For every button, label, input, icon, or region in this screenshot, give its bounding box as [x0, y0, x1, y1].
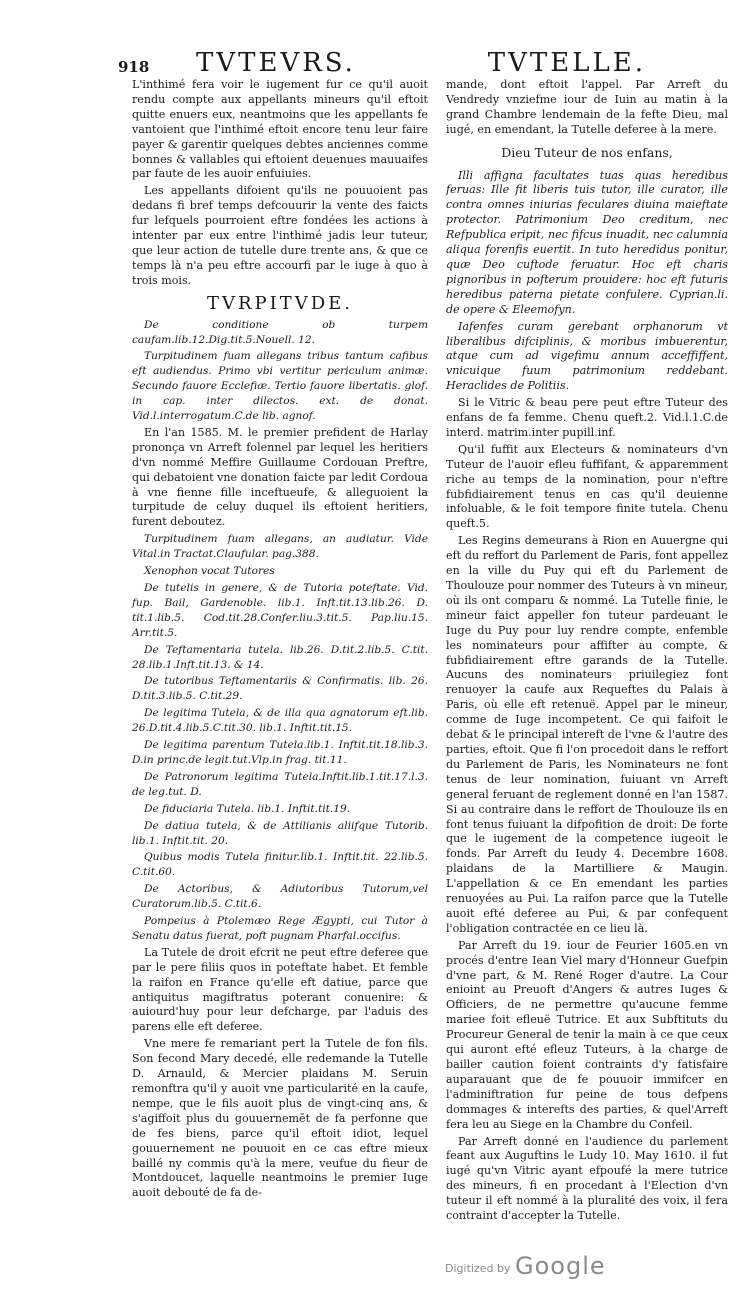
paragraph: Pompeius à Ptolemæo Rege Ægypti, cui Tutor à Senatu datus fuerat, poft pugnam Pharfal.occifus.: [132, 915, 428, 942]
paragraph: Qu'il fuffit aux Electeurs & nominateurs d'vn Tuteur de l'auoir efleu fuffifant, & apparemment riche au temps de la nomination, pour n'eftre fubfidiairement tenus en cas qu'il deuienne infoluable, & le foit tempore finite tutela. Chenu queft.5.: [446, 442, 728, 531]
google-logo: Google: [515, 1252, 606, 1280]
paragraph: De Patronorum legitima Tutela.Inftit.lib.1.tit.17.l.3. de leg.tut. D.: [132, 770, 428, 798]
paragraph: Vne mere fe remariant pert la Tutele de fon fils. Son fecond Mary decedé, elle redemande la Tutelle D. Arnauld, & Mercier plaidans M. Seruin remonftra qu'il y auoit vne particularité en la caufe, nempe, que le fils auoit plus de vingt-cinq ans, & s'agiffoit plus du gouuernemēt de fa perfonne que de fes biens, parce qu'il eftoit idiot, lequel gouuernement ne pouuoit en ce cas eftre mieux baillé ny commis qu'à la mere, veufue du fieur de Montdoucet, laquelle neantmoins le premier Iuge auoit debouté de fa de-: [132, 1037, 428, 1200]
paragraph: Quibus modis Tutela finitur.lib.1. Inftit.tit. 22.lib.5. C.tit.60.: [132, 851, 428, 879]
paragraph: De Actoribus, & Adiutoribus Tutorum,vel Curatorum.lib.5. C.tit.6.: [132, 883, 428, 911]
paragraph: De Teftamentaria tutela. lib.26. D.tit.2.lib.5. C.tit. 28.lib.1.Inft.tit.13. & 14.: [132, 643, 428, 671]
paragraph: De legitima Tutela, & de illa qua agnatorum eft.lib. 26.D.tit.4.lib.5.C.tit.30. lib.1. Inftit.tit.15.: [132, 707, 428, 735]
paragraph: De legitima parentum Tutela.lib.1. Inftit.tit.18.lib.3. D.in princ.de legit.tut.Vlp.in frag. tit.11.: [132, 739, 428, 766]
paragraph: Iafenfes curam gerebant orphanorum vt liberalibus difciplinis, & moribus imbuerentur, atque cum ad vigefimu annum acceffiffent, vnicuique fuum patrimonium reddebant. Heraclides de Politiis.: [446, 319, 728, 393]
paragraph: L'inthimé fera voir le iugement fur ce qu'il auoit rendu compte aux appellants mineurs qu'il eftoit quitte enuers eux, neantmoins que les appellants fe vantoient que l'inthimé eftoit encore tenu leur faire payer & garentir quelques debtes anciennes comme bonnes & vallables qui eftoient deuenues mauuaifes par faute de les auoir enfuiuies.: [132, 78, 428, 181]
paragraph: De tutoribus Teftamentariis & Confirmatis. lib. 26. D.tit.3.lib.5. C.tit.29.: [132, 675, 428, 703]
paragraph: De conditione ob turpem caufam.lib.12.Dig.tit.5.Nouell. 12.: [132, 318, 428, 346]
paragraph: Turpitudinem fuam allegans tribus tantum cafibus eft audiendus. Primo vbi vertitur periculum animæ. Secundo fauore Ecclefiæ. Tertio fauore libertatis. glof. in cap. inter dilectos. ext. de donat. Vid.l.interrogatum.C.de lib. agnof.: [132, 350, 428, 423]
running-header: [118, 48, 716, 82]
paragraph: Illi affigna facultates tuas quas heredibus feruas: Ille fit liberis tuis tutor, ille curator, ille contra omnes iniurias feculares diuina maieftate protector. Patrimonium Deo creditum, nec Refpublica eripit, nec fifcus inuadit, nec calumnia aliqua forenfis euertit. In tuto heredidus ponitur, quæ Deo cuftode feruatur. Hoc eft charis pignoribus in pofterum prouidere: hoc eft futuris heredibus paterna pietate confulere. Cyprian.li. de opere & Eleemofyn.: [446, 168, 728, 316]
digitized-by-text: Digitized by: [445, 1262, 511, 1275]
paragraph: Turpitudinem fuam allegans, an audiatur. Vide Vital.in Tractat.Claufular. pag.388.: [132, 533, 428, 561]
paragraph: Par Arreft donné en l'audience du parlement feant aux Auguftins le Ludy 10. May 1610. il fut iugé qu'vn Vitric ayant efpoufé la mere tutrice des mineurs, fi en procedant à l'Election d'vn tuteur il eft nommé à la pluralité des voix, il fera contraint d'accepter la Tutelle.: [446, 1134, 728, 1223]
running-title-left: TVTEVRS.: [196, 48, 356, 78]
subheading: Dieu Tuteur de nos enfans,: [501, 144, 673, 160]
paragraph: De tutelis in genere, & de Tutoria poteftate. Vid. fup. Bail, Gardenoble. lib.1. Inft.tit.13.lib.26. D. tit.1.lib.5. Cod.tit.28.Confer.liu.3.tit.5. Pap.liu.15. Arr.tit.5.: [132, 582, 428, 639]
digitized-watermark: [445, 1252, 615, 1282]
paragraph: En l'an 1585. M. le premier prefident de Harlay prononça vn Arreft folennel par lequel les heritiers d'vn nommé Meffire Guillaume Cordouan Preftre, qui debatoient vne donation faicte par ledit Cordoua à vne fienne fille inceftueufe, & alleguoient la turpitude de celuy duquel ils eftoient heritiers, furent deboutez.: [132, 425, 428, 529]
paragraph: La Tutele de droit efcrit ne peut eftre deferee que par le pere filiis quos in poteftate habet. Et femble la raifon en France qu'elle eft datiue, parce que antiquitus magiftratus poterant conuenire: & auiourd'huy pour leur defcharge, par l'aduis des parens elle eft deferee.: [132, 945, 428, 1034]
paragraph: Par Arreft du 19. iour de Feurier 1605.en vn procés d'entre Iean Viel mary d'Honneur Guefpin d'vne part, & M. René Roger d'autre. La Cour enioint au Preuoft d'Angers & autres Iuges & Officiers, de ne permettre qu'aucune femme mariee foit efleuë Tutrice. Et aux Subftituts du Procureur General de tenir la main à ce que ceux qui auront efté efleuz Tuteurs, à la charge de bailler caution foient contraints d'y fatisfaire auparauant que de fe pouuoir immifcer en l'adminiftration fur peine de tous defpens dommages & interefts des parties, & quel'Arreft fera leu au Siege en la Chambre du Confeil.: [446, 938, 728, 1131]
paragraph: Les appellants difoient qu'ils ne pouuoient pas dedans fi bref temps defcouurir la vente des faicts fur lefquels pourroient eftre fondées les actions à intenter par eux entre l'inthimé jadis leur tuteur, que leur action de tutelle dure trente ans, & que ce temps là n'a peu eftre accourfi par le iuge à quo à trois mois.: [132, 184, 428, 287]
section-heading: TVRPITVDE.: [206, 292, 354, 314]
page-number: 918: [118, 58, 150, 76]
left-column: [132, 78, 428, 1203]
paragraph: Xenophon vocat Tutores: [144, 565, 275, 578]
paragraph: Si le Vitric & beau pere peut eftre Tuteur des enfans de fa femme. Chenu queft.2. Vid.l.1.C.de interd. matrim.inter pupill.inf.: [446, 396, 728, 439]
paragraph: Les Regins demeurans à Rion en Auuergne qui eft du reffort du Parlement de Paris, font appellez en la ville du Puy qui eft du Parlement de Thoulouze pour nommer des Tuteurs à vn mineur, où ils ont comparu & nommé. La Tutelle finie, le mineur faict appeller fon tuteur pardeuant le Iuge du Puy pour luy rendre compte, enfemble les nominateurs pour affifter au compte, & fubfidiairement eftre garands de la Tutelle. Aucuns des nominateurs priuilegiez font renuoyer la caufe aux Requeftes du Palais à Paris, où elle eft retenuë. Appel par le mineur, comme de Iuge incompetent. Ce qui faifoit le debat & le principal intereft de l'vne & l'autre des parties, eftoit. Que fi l'on procedoit dans le reffort du Parlement de Paris, les Nominateurs ne font tenus de leur nomination, fuiuant vn Arreft general feruant de reglement donné en l'an 1587. Si au contraire dans le reffort de Thoulouze ils en font tenus fuiuant la difpofition de droit: De forte que le iugement de la competence iugeoit le fonds. Par Arreft du Ieudy 4. Decembre 1608. plaidans de la Martilliere & Maugin. L'appellation & ce En emendant les parties renuoyées au Pui. La raifon parce que la Tutelle auoit efté deferee au Pui, & par confequent l'obligation contractée en ce lieu là.: [446, 534, 728, 935]
paragraph: De datiua tutela, & de Attilianis aliifque Tutorib. lib.1. Inftit.tit. 20.: [132, 819, 428, 847]
paragraph: mande, dont eftoit l'appel. Par Arreft du Vendredy vnziefme iour de Iuin au matin à la grand Chambre lendemain de la fefte Dieu, mal iugé, en emendant, la Tutelle deferee à la mere.: [446, 78, 728, 136]
paragraph: De fiduciaria Tutela. lib.1. Inftit.tit.19.: [144, 802, 351, 815]
right-column: [446, 78, 728, 1226]
running-title-right: TVTELLE.: [487, 48, 646, 78]
